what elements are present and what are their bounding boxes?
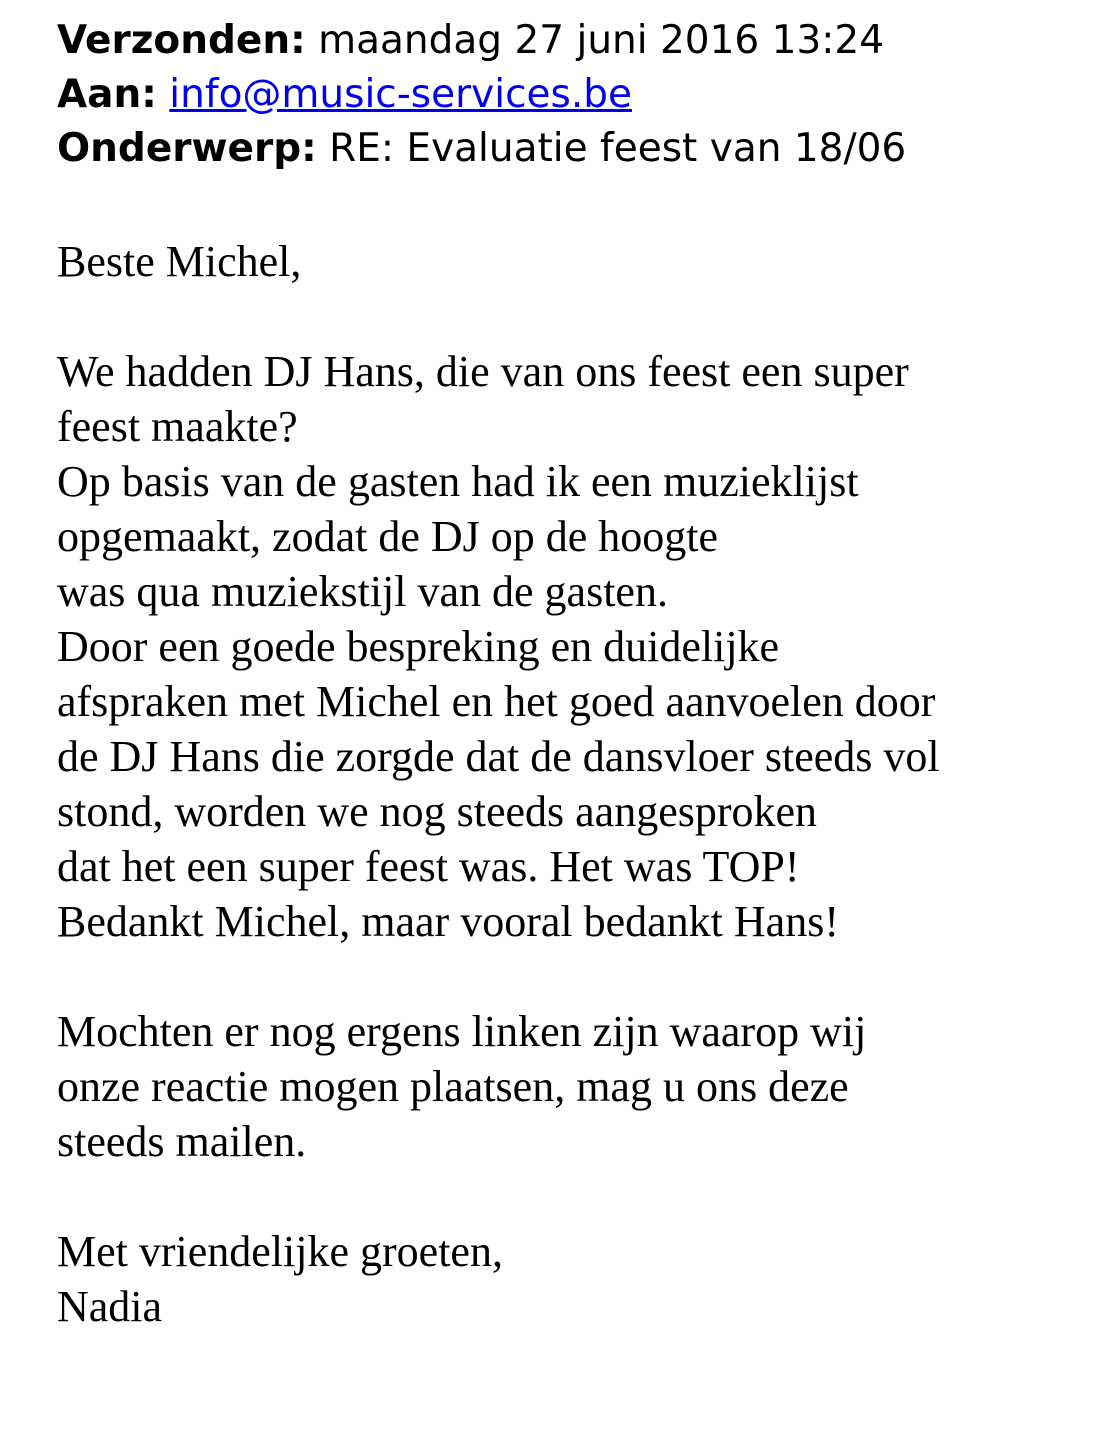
- body-line: feest maakte?: [57, 402, 298, 451]
- closing: Met vriendelijke groeten,: [57, 1227, 503, 1276]
- email-message: [57, 14, 1097, 1334]
- to-label: Aan:: [57, 72, 157, 117]
- email-header: [57, 14, 1097, 176]
- body-line: opgemaakt, zodat de DJ op de hoogte: [57, 512, 719, 561]
- subject-label: Onderwerp:: [57, 126, 317, 171]
- to-row: [57, 68, 1097, 122]
- sent-label: Verzonden:: [57, 18, 306, 63]
- to-email-link[interactable]: info@music-services.be: [169, 72, 632, 117]
- subject-row: [57, 122, 1097, 176]
- body-line: dat het een super feest was. Het was TOP!: [57, 842, 800, 891]
- body-line: Op basis van de gasten had ik een muzieklijst: [57, 457, 859, 506]
- body-line: stond, worden we nog steeds aangesproken: [57, 787, 818, 836]
- greeting-paragraph: [57, 234, 1097, 289]
- body-line: afspraken met Michel en het goed aanvoelen door: [57, 677, 936, 726]
- body-line: de DJ Hans die zorgde dat de dansvloer steeds vol: [57, 732, 940, 781]
- sent-value: maandag 27 juni 2016 13:24: [318, 18, 885, 63]
- body-line: steeds mailen.: [57, 1117, 307, 1166]
- links-paragraph: [57, 1004, 1097, 1169]
- subject-value: RE: Evaluatie feest van 18/06: [329, 126, 907, 171]
- body-line: Bedankt Michel, maar vooral bedankt Hans!: [57, 897, 839, 946]
- closing-paragraph: [57, 1224, 1097, 1334]
- body-line: Mochten er nog ergens linken zijn waarop wij: [57, 1007, 867, 1056]
- signature: Nadia: [57, 1282, 163, 1331]
- email-body: [57, 234, 1097, 1334]
- greeting: Beste Michel,: [57, 237, 302, 286]
- body-line: was qua muziekstijl van de gasten.: [57, 567, 668, 616]
- body-line: We hadden DJ Hans, die van ons feest een super: [57, 347, 909, 396]
- sent-row: [57, 14, 1097, 68]
- body-line: Door een goede bespreking en duidelijke: [57, 622, 780, 671]
- body-line: onze reactie mogen plaatsen, mag u ons deze: [57, 1062, 849, 1111]
- main-paragraph: [57, 344, 1097, 949]
